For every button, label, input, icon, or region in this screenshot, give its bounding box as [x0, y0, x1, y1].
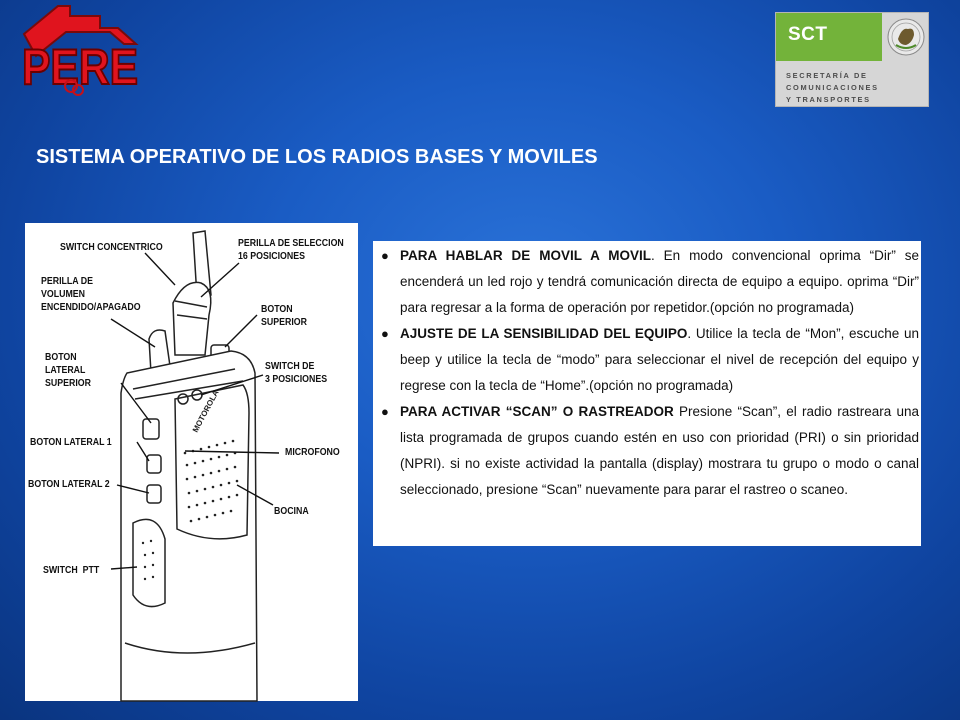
radio-brand-label: MOTOROLA	[190, 388, 221, 434]
sct-green-block	[776, 13, 882, 61]
label-switch-concentrico: SWITCH CONCENTRICO	[60, 242, 163, 253]
pere-logo-text: PERE	[22, 39, 138, 95]
label-microfono: MICROFONO	[285, 447, 340, 458]
bullet-body: . En modo convencional oprima “Dir” se encenderá un led rojo y tendrá comunicación directa de equipo a equipo. oprima “Dir” para regresar a la forma de operación por repetidor.(opción no programada)	[400, 248, 919, 315]
label-perilla-volumen: PERILLA DE VOLUMEN ENCENDIDO/APAGADO	[41, 276, 141, 313]
bullet-body: . Utilice la tecla de “Mon”, escuche un beep y utilice la tecla de “modo” para seleccionar el nivel de recepción del equipo y regrese con la tecla de “Home”.(opción no programada)	[400, 326, 919, 393]
label-switch-ptt: SWITCH PTT	[43, 565, 100, 576]
label-switch-3-posiciones: SWITCH DE 3 POSICIONES	[265, 361, 328, 385]
instructions-list	[373, 241, 921, 503]
bullet-heading: PARA HABLAR DE MOVIL A MOVIL	[400, 248, 651, 263]
sct-line-3: Y TRANSPORTES	[786, 95, 871, 104]
label-boton-lateral-1: BOTON LATERAL 1	[30, 437, 112, 448]
sct-line-1: SECRETARÍA DE	[786, 71, 868, 80]
page-title: SISTEMA OPERATIVO DE LOS RADIOS BASES Y MOVILES	[36, 146, 598, 168]
sct-logo	[775, 12, 929, 107]
list-item	[373, 243, 919, 321]
pere-logo	[18, 4, 142, 104]
bullet-icon: ●	[381, 248, 389, 263]
label-boton-lateral-superior: BOTON LATERAL SUPERIOR	[45, 352, 91, 389]
bullet-heading: PARA ACTIVAR “SCAN” O RASTREADOR	[400, 404, 674, 419]
list-item	[373, 399, 919, 503]
radio-diagram	[25, 223, 358, 701]
pere-logo-graphic	[18, 4, 142, 104]
bullet-body: Presione “Scan”, el radio rastreara una lista programada de grupos cuando estén en uso con prioridad (PRI) o sin prioridad (NPRI). si no existe actividad la pantalla (display) mostrara tu grupo o modo o canal seleccionado, presione “Scan” nuevamente para parar el rastreo o scaneo.	[400, 404, 919, 497]
sct-line-2: COMUNICACIONES	[786, 83, 879, 92]
list-item	[373, 321, 919, 399]
instructions-panel	[373, 241, 921, 546]
mexican-eagle-seal-icon	[884, 15, 928, 59]
label-perilla-seleccion: PERILLA DE SELECCION 16 POSICIONES	[238, 238, 344, 262]
bullet-icon: ●	[381, 404, 389, 419]
ptt-switch-shape	[133, 519, 165, 606]
label-boton-lateral-2: BOTON LATERAL 2	[28, 479, 110, 490]
bullet-icon: ●	[381, 326, 389, 341]
label-boton-superior: BOTON SUPERIOR	[261, 304, 307, 328]
label-bocina: BOCINA	[274, 506, 309, 517]
bullet-heading: AJUSTE DE LA SENSIBILIDAD DEL EQUIPO	[400, 326, 688, 341]
sct-acronym: SCT	[788, 24, 828, 45]
